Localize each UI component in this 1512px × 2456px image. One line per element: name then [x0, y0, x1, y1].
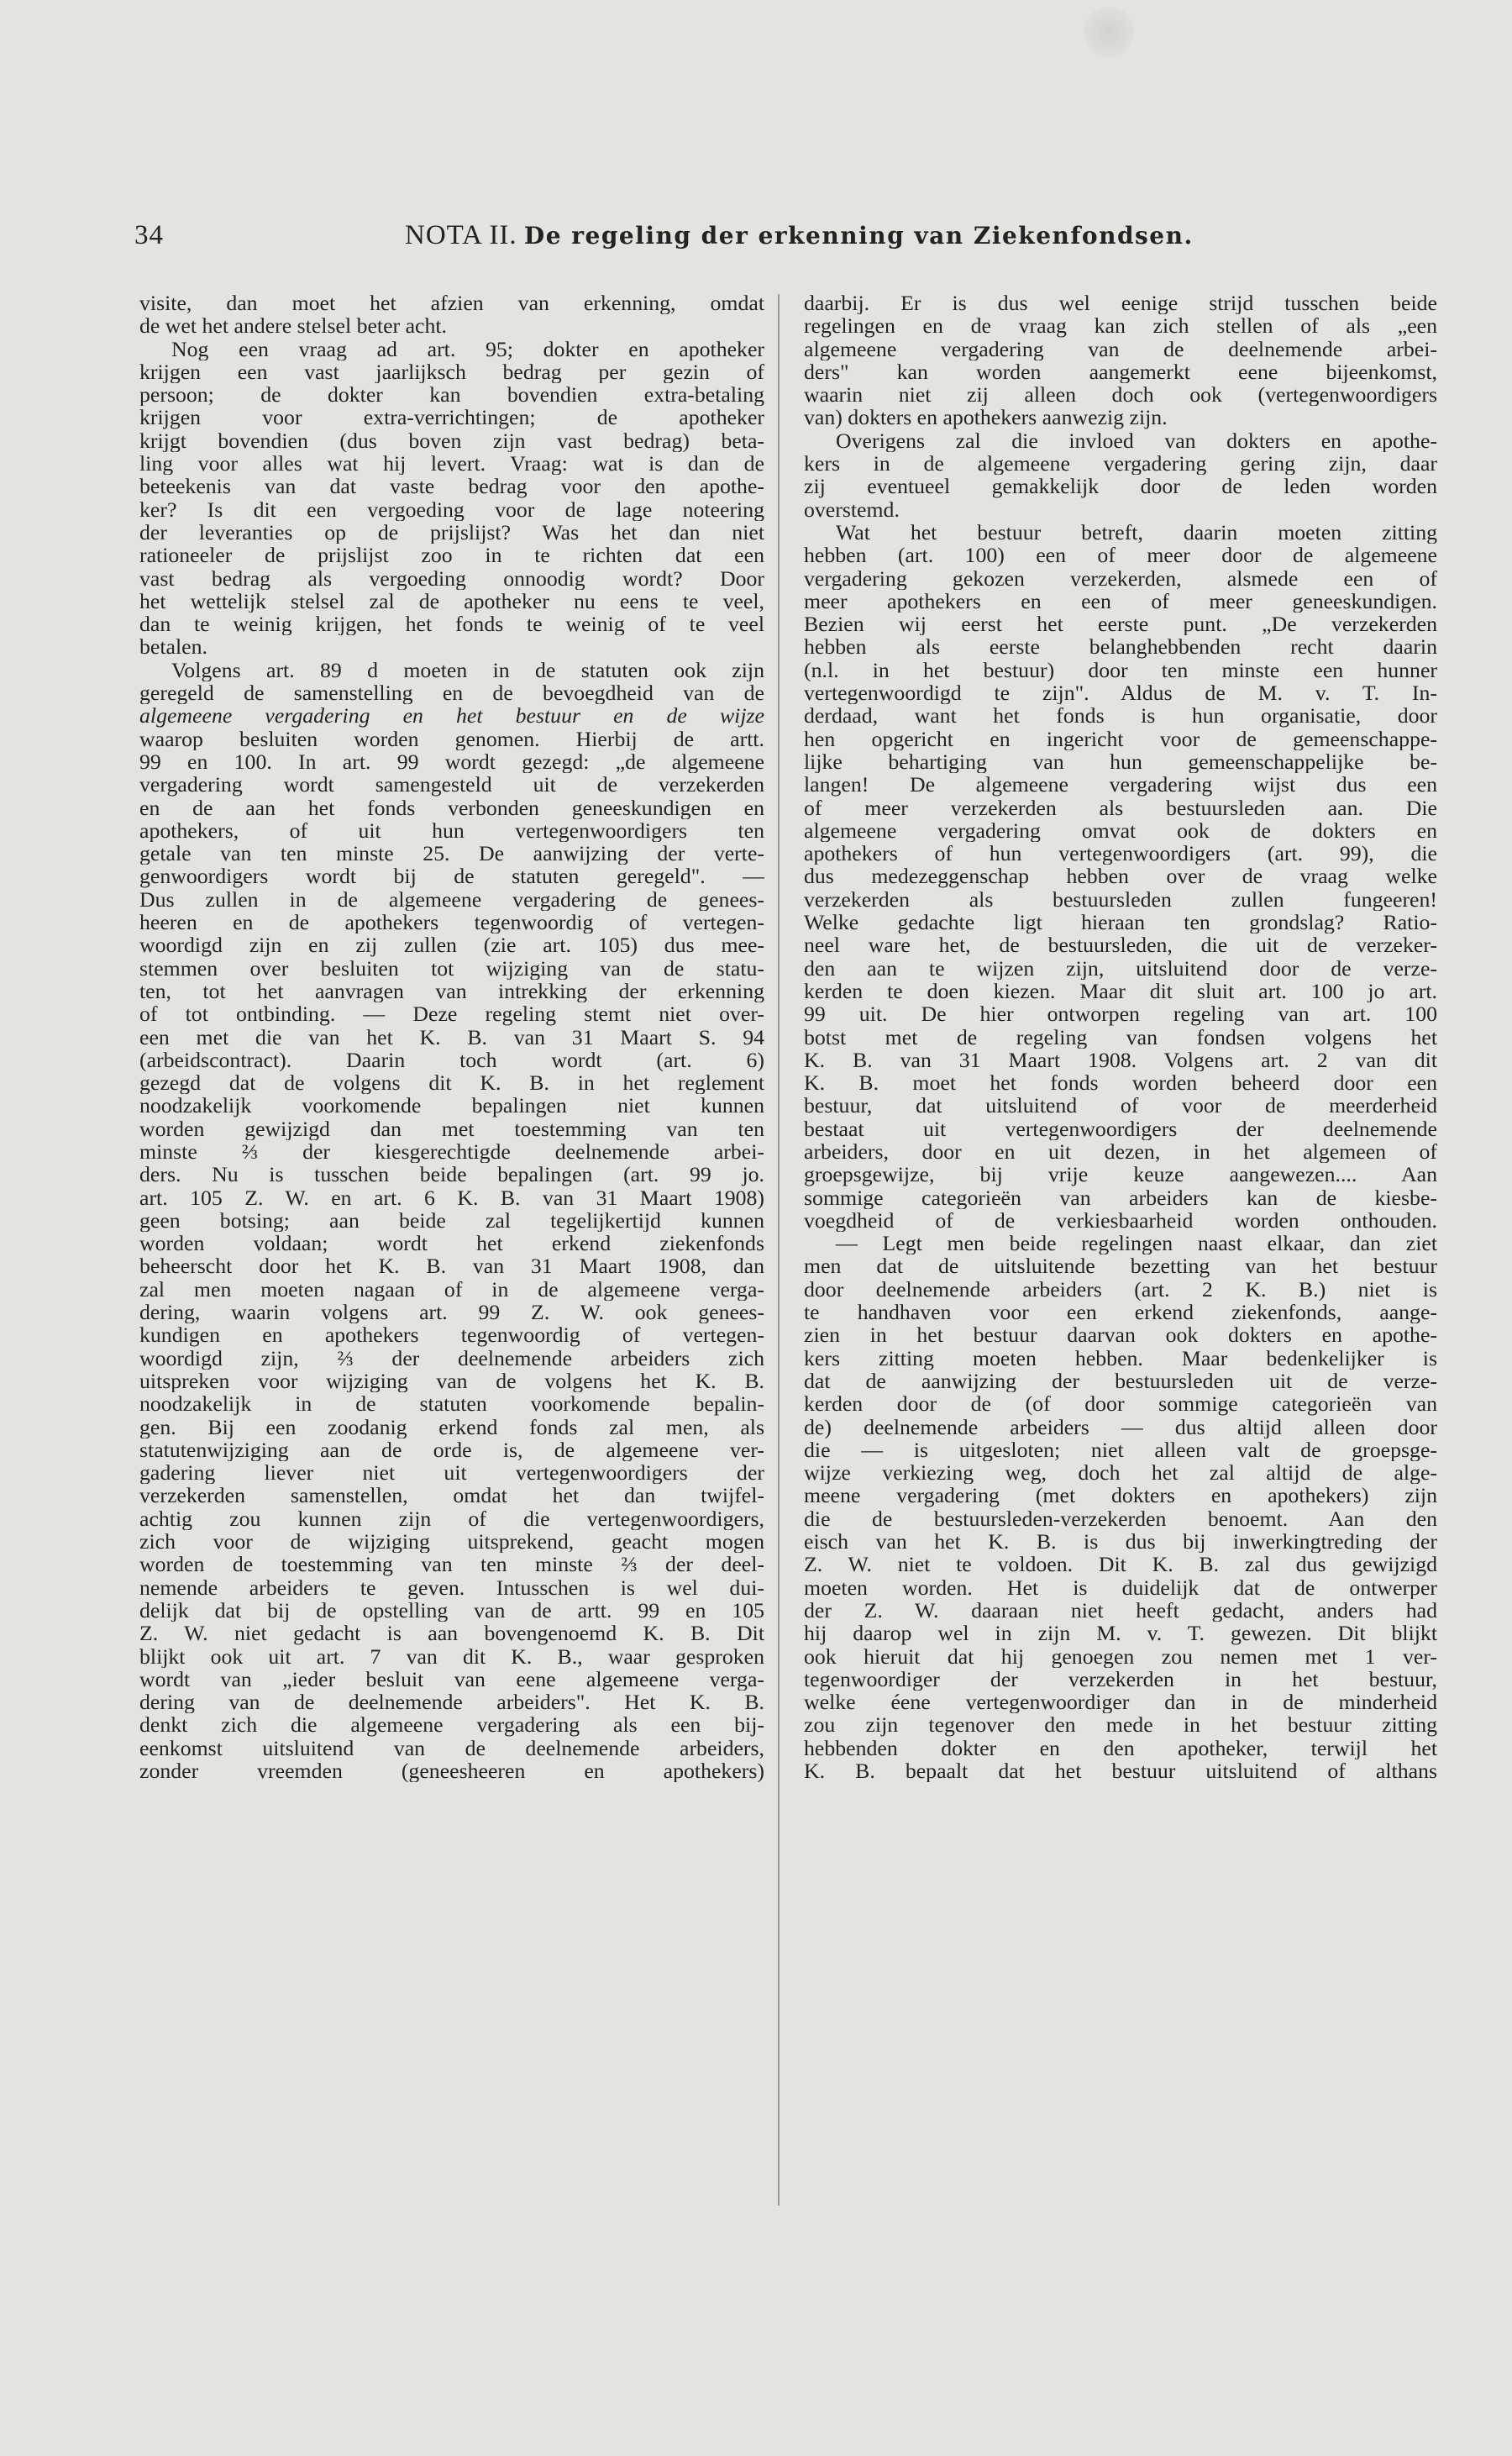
text-line: arbeiders, door en uit dezen, in het algemeen of	[804, 1139, 1437, 1164]
text-line: dan te weinig krijgen, het fonds te weinig of te veel	[139, 613, 764, 636]
text-line: krijgt bovendien (dus boven zijn vast bedrag) beta-	[139, 429, 764, 453]
text-line: langen! De algemeene vergadering wijst dus een	[804, 773, 1437, 797]
text-line: woordigd zijn, ⅔ der deelnemende arbeiders zich	[139, 1346, 764, 1370]
text-line: gezegd dat de volgens dit K. B. in het reglement	[139, 1071, 764, 1095]
text-line: zou zijn tegenover den mede in het bestuur zitting	[804, 1713, 1437, 1737]
column-divider	[778, 294, 780, 2206]
running-title-lead: NOTA II.	[405, 220, 517, 250]
text-line: geregeld de samenstelling en de bevoegdheid van de	[139, 681, 764, 705]
text-line: hen opgericht en ingericht voor de gemeenschappe-	[804, 727, 1437, 750]
text-line: der Z. W. daaraan niet heeft gedacht, anders had	[804, 1598, 1437, 1622]
text-line: Wat het bestuur betreft, daarin moeten zitting	[836, 520, 1437, 544]
text-line: groepsgewijze, bij vrije keuze aangewezen.... Aan	[804, 1163, 1437, 1186]
text-line: regelingen en de vraag kan zich stellen of als „een	[804, 314, 1437, 338]
text-line: verzekerden samenstellen, omdat het dan twijfel-	[139, 1484, 764, 1507]
text-line: waarop besluiten worden genomen. Hierbij de artt.	[139, 727, 764, 750]
text-line: Bezien wij eerst het eerste punt. „De verzekerden	[804, 613, 1437, 636]
text-line: heeren en de apothekers tegenwoordig of vertegen-	[139, 911, 764, 934]
text-line: botst met de regeling van fondsen volgens het	[804, 1025, 1437, 1049]
text-line: zien in het bestuur daarvan ook dokters en apothe-	[804, 1323, 1437, 1347]
text-line: voegdheid of de verkiesbaarheid worden onthouden.	[804, 1208, 1437, 1233]
text-line: zal men moeten nagaan of in de algemeene verga-	[139, 1277, 764, 1302]
text-line: vergadering wordt samengesteld uit de verzekerden	[139, 773, 764, 797]
text-line: minste ⅔ der kiesgerechtigde deelnemende arbei-	[139, 1139, 764, 1164]
text-line: zonder vreemden (geneesheeren en apothekers)	[139, 1759, 764, 1783]
text-line: de wet het andere stelsel beter acht.	[139, 314, 447, 338]
text-line: of meer verzekerden als bestuursleden aan. Die	[804, 796, 1437, 819]
text-line: genwoordigers wordt bij de statuten geregeld". —	[139, 865, 764, 888]
text-line: Z. W. niet te voldoen. Dit K. B. zal dus gewijzigd	[804, 1553, 1437, 1576]
text-line: ders" kan worden aangemerkt eene bijeenkomst,	[804, 360, 1437, 384]
text-line: hebben als eerste belanghebbenden recht daarin	[804, 635, 1437, 659]
text-line: hebben (art. 100) een of meer door de algemeene	[804, 544, 1437, 567]
text-line: zij eventueel gemakkelijk door de leden worden	[804, 475, 1437, 498]
text-line: gen. Bij een zoodanig erkend fonds zal men, als	[139, 1415, 764, 1438]
text-line: overstemd.	[804, 497, 900, 521]
text-line: neel ware het, de bestuursleden, die uit de verzeker-	[804, 933, 1437, 957]
text-line: noodzakelijk voorkomende bepalingen niet kunnen	[139, 1094, 764, 1118]
text-line: kundigen en apothekers tegenwoordig of vertegen-	[139, 1323, 764, 1347]
text-line: Nog een vraag ad art. 95; dokter en apotheker	[171, 337, 764, 360]
text-line: worden de toestemming van ten minste ⅔ der deel-	[139, 1553, 764, 1576]
text-line: K. B. moet het fonds worden beheerd door een	[804, 1071, 1437, 1095]
text-line: delijk dat bij de opstelling van de artt. 99 en 105	[139, 1598, 764, 1622]
left-column	[139, 292, 764, 1782]
text-line: wijze verkiezing weg, doch het zal altijd de alge-	[804, 1461, 1437, 1485]
text-line: meer apothekers en een of meer geneeskundigen.	[804, 589, 1437, 613]
text-line: worden gewijzigd dan met toestemming van ten	[139, 1117, 764, 1140]
text-line: worden voldaan; wordt het erkend ziekenfonds	[139, 1232, 764, 1255]
text-line: te handhaven voor een erkend ziekenfonds, aange-	[804, 1301, 1437, 1324]
text-line: apothekers, of uit hun vertegenwoordigers ten	[139, 818, 764, 843]
text-line: uitspreken voor wijziging van de volgens het K. B.	[139, 1369, 764, 1393]
text-line: die de bestuursleden-verzekerden benoemt. Aan den	[804, 1507, 1437, 1531]
text-line: algemeene vergadering omvat ook de dokters en	[804, 818, 1437, 843]
text-line: (n.l. in het bestuur) door ten minste een hunner	[804, 658, 1437, 682]
text-line: ook hieruit dat hij genoegen zou nemen met 1 ver-	[804, 1644, 1437, 1668]
text-line: der leveranties op de prijslijst? Was het dan niet	[139, 520, 764, 544]
text-line: derdaad, want het fonds is hun organisatie, door	[804, 704, 1437, 728]
text-line: 99 uit. De hier ontworpen regeling van art. 100	[804, 1002, 1437, 1026]
text-line: krijgen een vast jaarlijksch bedrag per gezin of	[139, 360, 764, 384]
text-line: vast bedrag als vergoeding onnoodig wordt? Door	[139, 566, 764, 590]
text-line: apothekers of hun vertegenwoordigers (art. 99), die	[804, 842, 1437, 865]
text-line: bestuur, dat uitsluitend of voor de meerderheid	[804, 1094, 1437, 1118]
text-line: woordigd zijn en zij zullen (zie art. 105) dus mee-	[139, 933, 764, 957]
text-line: achtig zou kunnen zijn of die vertegenwoordigers,	[139, 1507, 764, 1531]
text-line: men dat de uitsluitende bezetting van het bestuur	[804, 1254, 1437, 1278]
page-number: 34	[134, 220, 164, 250]
text-line: Z. W. niet gedacht is aan bovengenoemd K. B. Dit	[139, 1622, 764, 1645]
text-line: meene vergadering (met dokters en apothekers) zijn	[804, 1484, 1437, 1507]
text-line: eisch van het K. B. is dus bij inwerkingtreding der	[804, 1530, 1437, 1554]
text-line: kers in de algemeene vergadering gering zijn, daar	[804, 452, 1437, 476]
text-line: of tot ontbinding. — Deze regeling stemt niet over-	[139, 1002, 764, 1026]
text-line: sommige categorieën van arbeiders kan de kiesbe-	[804, 1186, 1437, 1209]
text-line: — Legt men beide regelingen naast elkaar, dan ziet	[836, 1232, 1437, 1255]
text-line: getale van ten minste 25. De aanwijzing der verte-	[139, 842, 764, 865]
text-line: den aan te wijzen zijn, uitsluitend door de verze-	[804, 956, 1437, 980]
text-line: daarbij. Er is dus wel eenige strijd tusschen beide	[804, 292, 1437, 315]
text-line: die — is uitgesloten; niet alleen valt de groepsge-	[804, 1438, 1437, 1462]
text-line: eenkomst uitsluitend van de deelnemende arbeiders,	[139, 1736, 764, 1759]
text-line: van) dokters en apothekers aanwezig zijn.	[804, 406, 1168, 429]
text-line: ders. Nu is tusschen beide bepalingen (art. 99 jo.	[139, 1163, 764, 1186]
text-line: betalen.	[139, 635, 207, 659]
text-line: lijke behartiging van hun gemeenschappelijke be-	[804, 749, 1437, 774]
text-line: algemeene vergadering van de deelnemende arbei-	[804, 337, 1437, 360]
text-line: beteekenis van dat vaste bedrag voor den apothe-	[139, 475, 764, 498]
text-line: Dus zullen in de algemeene vergadering de genees-	[139, 887, 764, 912]
text-line: dus medezeggenschap hebben over de vraag welke	[804, 865, 1437, 888]
text-line: wordt van „ieder besluit van eene algemeene verga-	[139, 1667, 764, 1691]
text-line: de) deelnemende arbeiders — dus altijd alleen door	[804, 1415, 1437, 1438]
text-line: bestaat uit vertegenwoordigers der deelnemende	[804, 1117, 1437, 1140]
text-line: rationeeler de prijslijst zoo in te richten dat een	[139, 544, 764, 567]
text-line: dering van de deelnemende arbeiders". Het K. B.	[139, 1691, 764, 1714]
text-line: welke éene vertegenwoordiger dan in de minderheid	[804, 1691, 1437, 1714]
text-line: kers zitting moeten hebben. Maar bedenkelijker is	[804, 1346, 1437, 1370]
right-column	[804, 292, 1437, 1782]
text-line: vergadering gekozen verzekerden, alsmede een of	[804, 566, 1437, 590]
text-line: gadering liever niet uit vertegenwoordigers der	[139, 1461, 764, 1485]
text-line: statutenwijziging aan de orde is, de algemeene ver-	[139, 1438, 764, 1462]
text-line: door deelnemende arbeiders (art. 2 K. B.) niet is	[804, 1277, 1437, 1302]
text-line: tegenwoordiger der verzekerden in het bestuur,	[804, 1667, 1437, 1691]
text-line: een met die van het K. B. van 31 Maart S. 94	[139, 1025, 764, 1049]
text-line: Welke gedachte ligt hieraan ten grondslag? Ratio-	[804, 911, 1437, 934]
text-line: het wettelijk stelsel zal de apotheker nu eens te veel,	[139, 589, 764, 613]
text-line: ten, tot het aanvragen van intrekking der erkenning	[139, 979, 764, 1003]
text-line: nemende arbeiders te geven. Intusschen is wel dui-	[139, 1575, 764, 1599]
text-line: visite, dan moet het afzien van erkenning, omdat	[139, 292, 764, 315]
text-line: 99 en 100. In art. 99 wordt gezegd: „de algemeene	[139, 749, 764, 774]
text-line: (arbeidscontract). Daarin toch wordt (art. 6)	[139, 1048, 764, 1072]
text-line: hebbenden dokter en den apotheker, terwijl het	[804, 1736, 1437, 1759]
text-line: kerden te doen kiezen. Maar dit sluit art. 100 jo art.	[804, 979, 1437, 1003]
text-line: persoon; de dokter kan bovendien extra-betaling	[139, 383, 764, 407]
text-line: moeten worden. Het is duidelijk dat de ontwerper	[804, 1575, 1437, 1599]
text-line: krijgen voor extra-verrichtingen; de apotheker	[139, 406, 764, 429]
page-header	[134, 220, 1194, 262]
text-line: zich voor de wijziging uitsprekend, geacht mogen	[139, 1530, 764, 1554]
paper-stain	[1084, 7, 1134, 57]
text-line: geen botsing; aan beide zal tegelijkertijd kunnen	[139, 1208, 764, 1233]
text-line: Volgens art. 89 d moeten in de statuten ook zijn	[171, 658, 764, 682]
text-line: hij daarop wel in zijn M. v. T. gewezen. Dit blijkt	[804, 1622, 1437, 1645]
text-line: ker? Is dit een vergoeding voor de lage noteering	[139, 497, 764, 521]
text-line: art. 105 Z. W. en art. 6 K. B. van 31 Maart 1908)	[139, 1186, 764, 1209]
text-line: verzekerden als bestuursleden zullen fungeeren!	[804, 887, 1437, 912]
text-line: beheerscht door het K. B. van 31 Maart 1908, dan	[139, 1254, 764, 1278]
text-line: en de aan het fonds verbonden geneeskundigen en	[139, 796, 764, 819]
text-line: algemeene vergadering en het bestuur en de wijze	[139, 704, 764, 728]
running-title	[405, 220, 1194, 251]
text-line: kerden door de (of door sommige categorieën van	[804, 1392, 1437, 1416]
text-line: K. B. van 31 Maart 1908. Volgens art. 2 van dit	[804, 1048, 1437, 1072]
text-line: Overigens zal die invloed van dokters en apothe-	[836, 429, 1437, 453]
text-line: vertegenwoordigd te zijn". Aldus de M. v. T. In-	[804, 681, 1437, 705]
text-line: denkt zich die algemeene vergadering als een bij-	[139, 1713, 764, 1737]
text-line: K. B. bepaalt dat het bestuur uitsluitend of althans	[804, 1759, 1437, 1783]
running-title-main: De regeling der erkenning van Ziekenfondsen.	[523, 222, 1194, 250]
text-line: ling voor alles wat hij levert. Vraag: wat is dan de	[139, 452, 764, 476]
text-line: stemmen over besluiten tot wijziging van de statu-	[139, 956, 764, 980]
text-line: waarin niet zij alleen doch ook (vertegenwoordigers	[804, 383, 1437, 407]
text-line: dat de aanwijzing der bestuursleden uit de verze-	[804, 1369, 1437, 1393]
text-line: blijkt ook uit art. 7 van dit K. B., waar gesproken	[139, 1644, 764, 1668]
text-line: dering, waarin volgens art. 99 Z. W. ook genees-	[139, 1301, 764, 1324]
text-line: noodzakelijk in de statuten voorkomende bepalin-	[139, 1392, 764, 1416]
